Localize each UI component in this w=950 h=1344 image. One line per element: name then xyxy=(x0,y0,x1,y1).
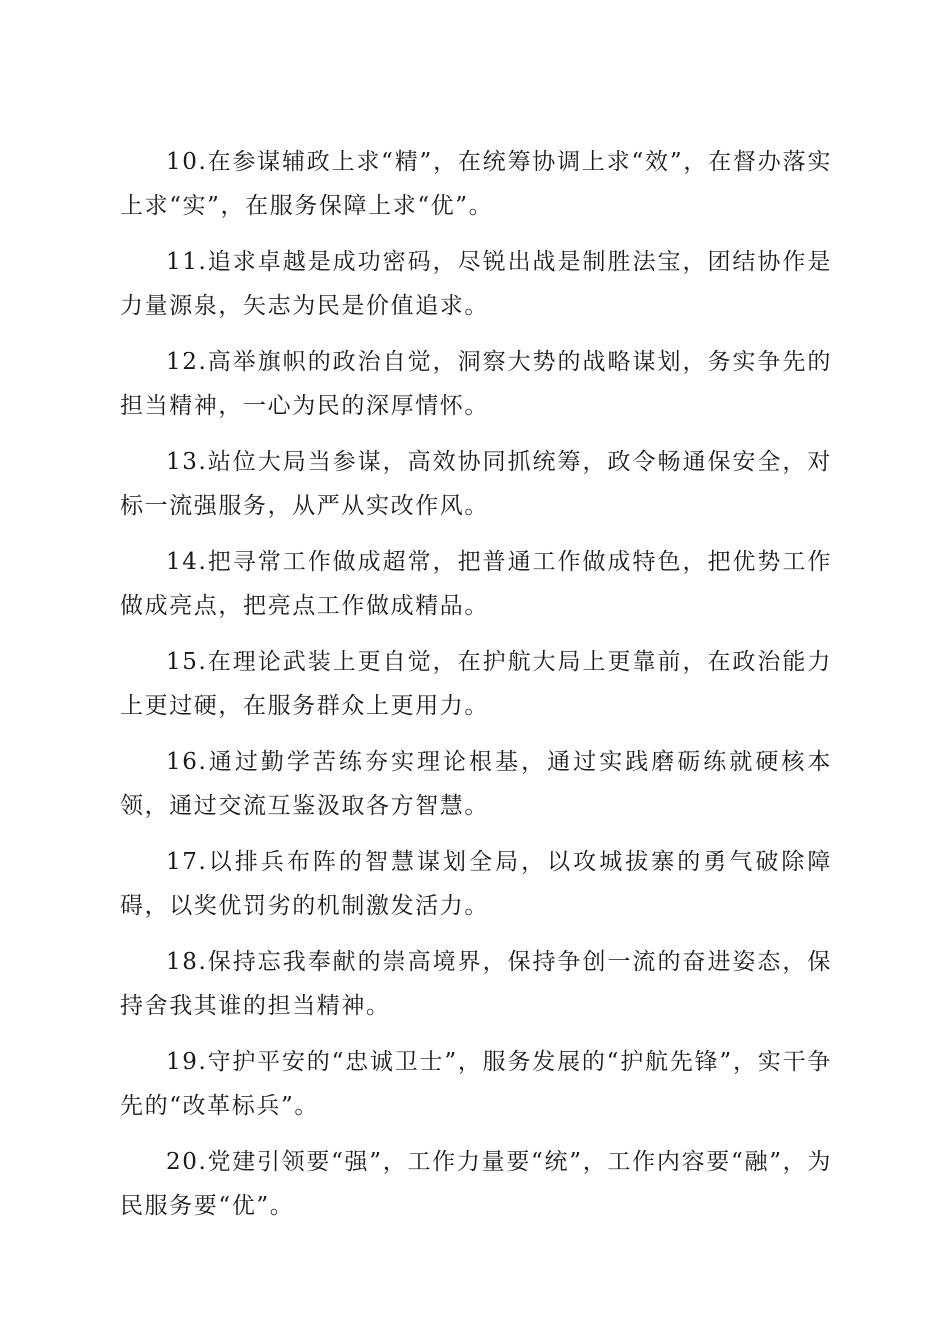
paragraph-17: 17.以排兵布阵的智慧谋划全局，以攻城拔寨的勇气破除障碍，以奖优罚劣的机制激发活力。 xyxy=(120,849,832,919)
paragraph-16: 16.通过勤学苦练夯实理论根基，通过实践磨砺练就硬核本领，通过交流互鉴汲取各方智慧。 xyxy=(120,749,832,819)
paragraph-11: 11.追求卓越是成功密码，尽锐出战是制胜法宝，团结协作是力量源泉，矢志为民是价值追求。 xyxy=(120,249,832,319)
paragraph-12: 12.高举旗帜的政治自觉，洞察大势的战略谋划，务实争先的担当精神，一心为民的深厚情怀。 xyxy=(120,349,832,419)
paragraph-14: 14.把寻常工作做成超常，把普通工作做成特色，把优势工作做成亮点，把亮点工作做成精品。 xyxy=(120,549,832,619)
paragraph-15: 15.在理论武装上更自觉，在护航大局上更靠前，在政治能力上更过硬，在服务群众上更用力。 xyxy=(120,649,832,719)
paragraph-18: 18.保持忘我奉献的崇高境界，保持争创一流的奋进姿态，保持舍我其谁的担当精神。 xyxy=(120,949,832,1019)
paragraph-19: 19.守护平安的“忠诚卫士”，服务发展的“护航先锋”，实干争先的“改革标兵”。 xyxy=(120,1049,832,1119)
paragraph-10: 10.在参谋辅政上求“精”，在统筹协调上求“效”，在督办落实上求“实”，在服务保障上求“优”。 xyxy=(120,149,832,219)
document-page xyxy=(120,140,832,1240)
paragraph-20: 20.党建引领要“强”，工作力量要“统”，工作内容要“融”，为民服务要“优”。 xyxy=(120,1149,832,1219)
paragraph-13: 13.站位大局当参谋，高效协同抓统筹，政令畅通保安全，对标一流强服务，从严从实改作风。 xyxy=(120,449,832,519)
